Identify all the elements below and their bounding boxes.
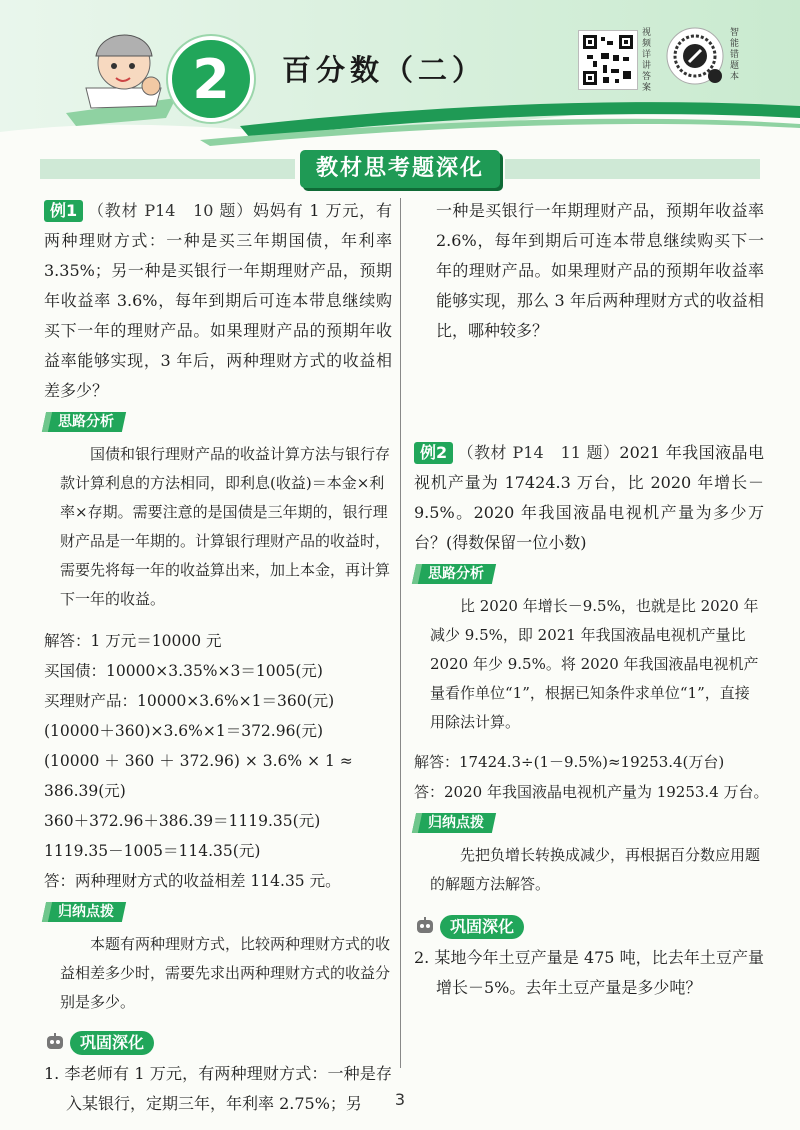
banner-bar-left (40, 159, 295, 179)
practice1-item: 1. 李老师有 1 万元，有两种理财方式：一种是存入某银行，定期三年，年利率 2.75%；另 (44, 1064, 392, 1113)
robot-icon (44, 1033, 66, 1053)
smart-wrong-book-icon (665, 26, 725, 86)
example1-analysis-heading: 思路分析 (42, 412, 126, 432)
example1-analysis: 国债和银行理财产品的收益计算方法与银行存款计算利息的方法相同，即利息(收益)＝本金×利率×存期。需要注意的是国债是三年期的，银行理财产品是一年期的。计算银行理财产品的收益时，需要先将每一年的收益算出来，加上本金，再计算下一年的收益。 (60, 445, 391, 608)
left-column (44, 196, 392, 1119)
solution-line: 386.39(元) (44, 782, 126, 800)
solution-line: 买理财产品：10000×3.6%×1＝360(元) (44, 692, 335, 710)
practice2-heading (414, 915, 764, 939)
solution-line: 360＋372.96＋386.39＝1119.35(元) (44, 812, 321, 830)
solution-line: 答：2020 年我国液晶电视机产量为 19253.4 万台。 (414, 783, 769, 801)
solution-line: (10000＋360)×3.6%×1＝372.96(元) (44, 722, 324, 740)
example1-source: （教材 P14 10 题） (87, 201, 254, 220)
solution-line: 解答：1 万元＝10000 元 (44, 632, 222, 650)
practice1-heading (44, 1031, 392, 1055)
solution-line: 答：两种理财方式的收益相差 114.35 元。 (44, 872, 341, 890)
right-column (414, 196, 769, 1003)
example2-text: 2021 年我国液晶电视机产量为 17424.3 万台，比 2020 年增长－9.5%。2020 年我国液晶电视机产量为多少万台？(得数保留一位小数) (414, 443, 764, 552)
mascot-illustration (56, 18, 186, 138)
solution-line: 买国债：10000×3.35%×3＝1005(元) (44, 662, 323, 680)
chapter-number-badge: 2 (168, 36, 254, 122)
example2-problem (414, 438, 764, 558)
example2-solution (414, 747, 769, 807)
column-divider (400, 198, 401, 1068)
banner-bar-right (505, 159, 760, 179)
qr-code-label: 视频详讲答案 (642, 28, 652, 93)
example1-summary: 本题有两种理财方式，比较两种理财方式的收益相差多少时，需要先求出两种理财方式的收益分别是多少。 (60, 935, 391, 1011)
smart-wrong-book-label: 智能错题本 (730, 28, 740, 82)
practice2-label: 巩固深化 (440, 915, 524, 939)
example2-summary-heading: 归纳点拨 (412, 813, 496, 833)
solution-line: 解答：17424.3÷(1－9.5%)≈19253.4(万台) (414, 753, 725, 771)
chapter-title: 百分数（二） (282, 53, 487, 87)
example1-text: 妈妈有 1 万元，有两种理财方式：一种是买三年期国债，年利率 3.35%；另一种是买银行一年期理财产品，预期年收益率 3.6%，每年到期后可连本带息继续购买下一年的理财产品。如果理财产品的预期年收益率能够实现，3 年后，两种理财方式的收益相差多少？ (44, 201, 392, 400)
robot-icon (414, 917, 436, 937)
example2-analysis-heading: 思路分析 (412, 564, 496, 584)
example2-analysis: 比 2020 年增长－9.5%，也就是比 2020 年减少 9.5%，即 2021 年我国液晶电视机产量比 2020 年少 9.5%。将 2020 年我国液晶电视机产量看作单位“1”，根据已知条件求单位“1”，直接用除法计算。 (430, 597, 759, 731)
example2-tag: 例2 (414, 442, 453, 464)
example1-solution (44, 626, 392, 896)
chapter-header (0, 0, 800, 150)
section-banner: 教材思考题深化 (300, 150, 500, 188)
example2-source: （教材 P14 11 题） (457, 443, 620, 462)
qr-code-icon (578, 30, 638, 90)
solution-line: (10000 ＋ 360 ＋ 372.96) × 3.6% × 1 ≈ (44, 752, 353, 770)
practice1-item-continued: 一种是买银行一年期理财产品，预期年收益率 2.6%，每年到期后可连本带息继续购买下一年的理财产品。如果理财产品的预期年收益率能够实现，那么 3 年后两种理财方式的收益相比，哪种较多？ (436, 201, 764, 340)
practice1-label: 巩固深化 (70, 1031, 154, 1055)
example2-summary: 先把负增长转换成减少，再根据百分数应用题的解题方法解答。 (430, 846, 761, 893)
example1-summary-heading: 归纳点拨 (42, 902, 126, 922)
solution-line: 1119.35－1005＝114.35(元) (44, 842, 261, 860)
example1-tag: 例1 (44, 200, 83, 222)
example1-problem (44, 196, 392, 406)
practice2-item: 2. 某地今年土豆产量是 475 吨，比去年土豆产量增长－5%。去年土豆产量是多少吨？ (414, 948, 764, 997)
page-number: 3 (394, 1090, 406, 1109)
